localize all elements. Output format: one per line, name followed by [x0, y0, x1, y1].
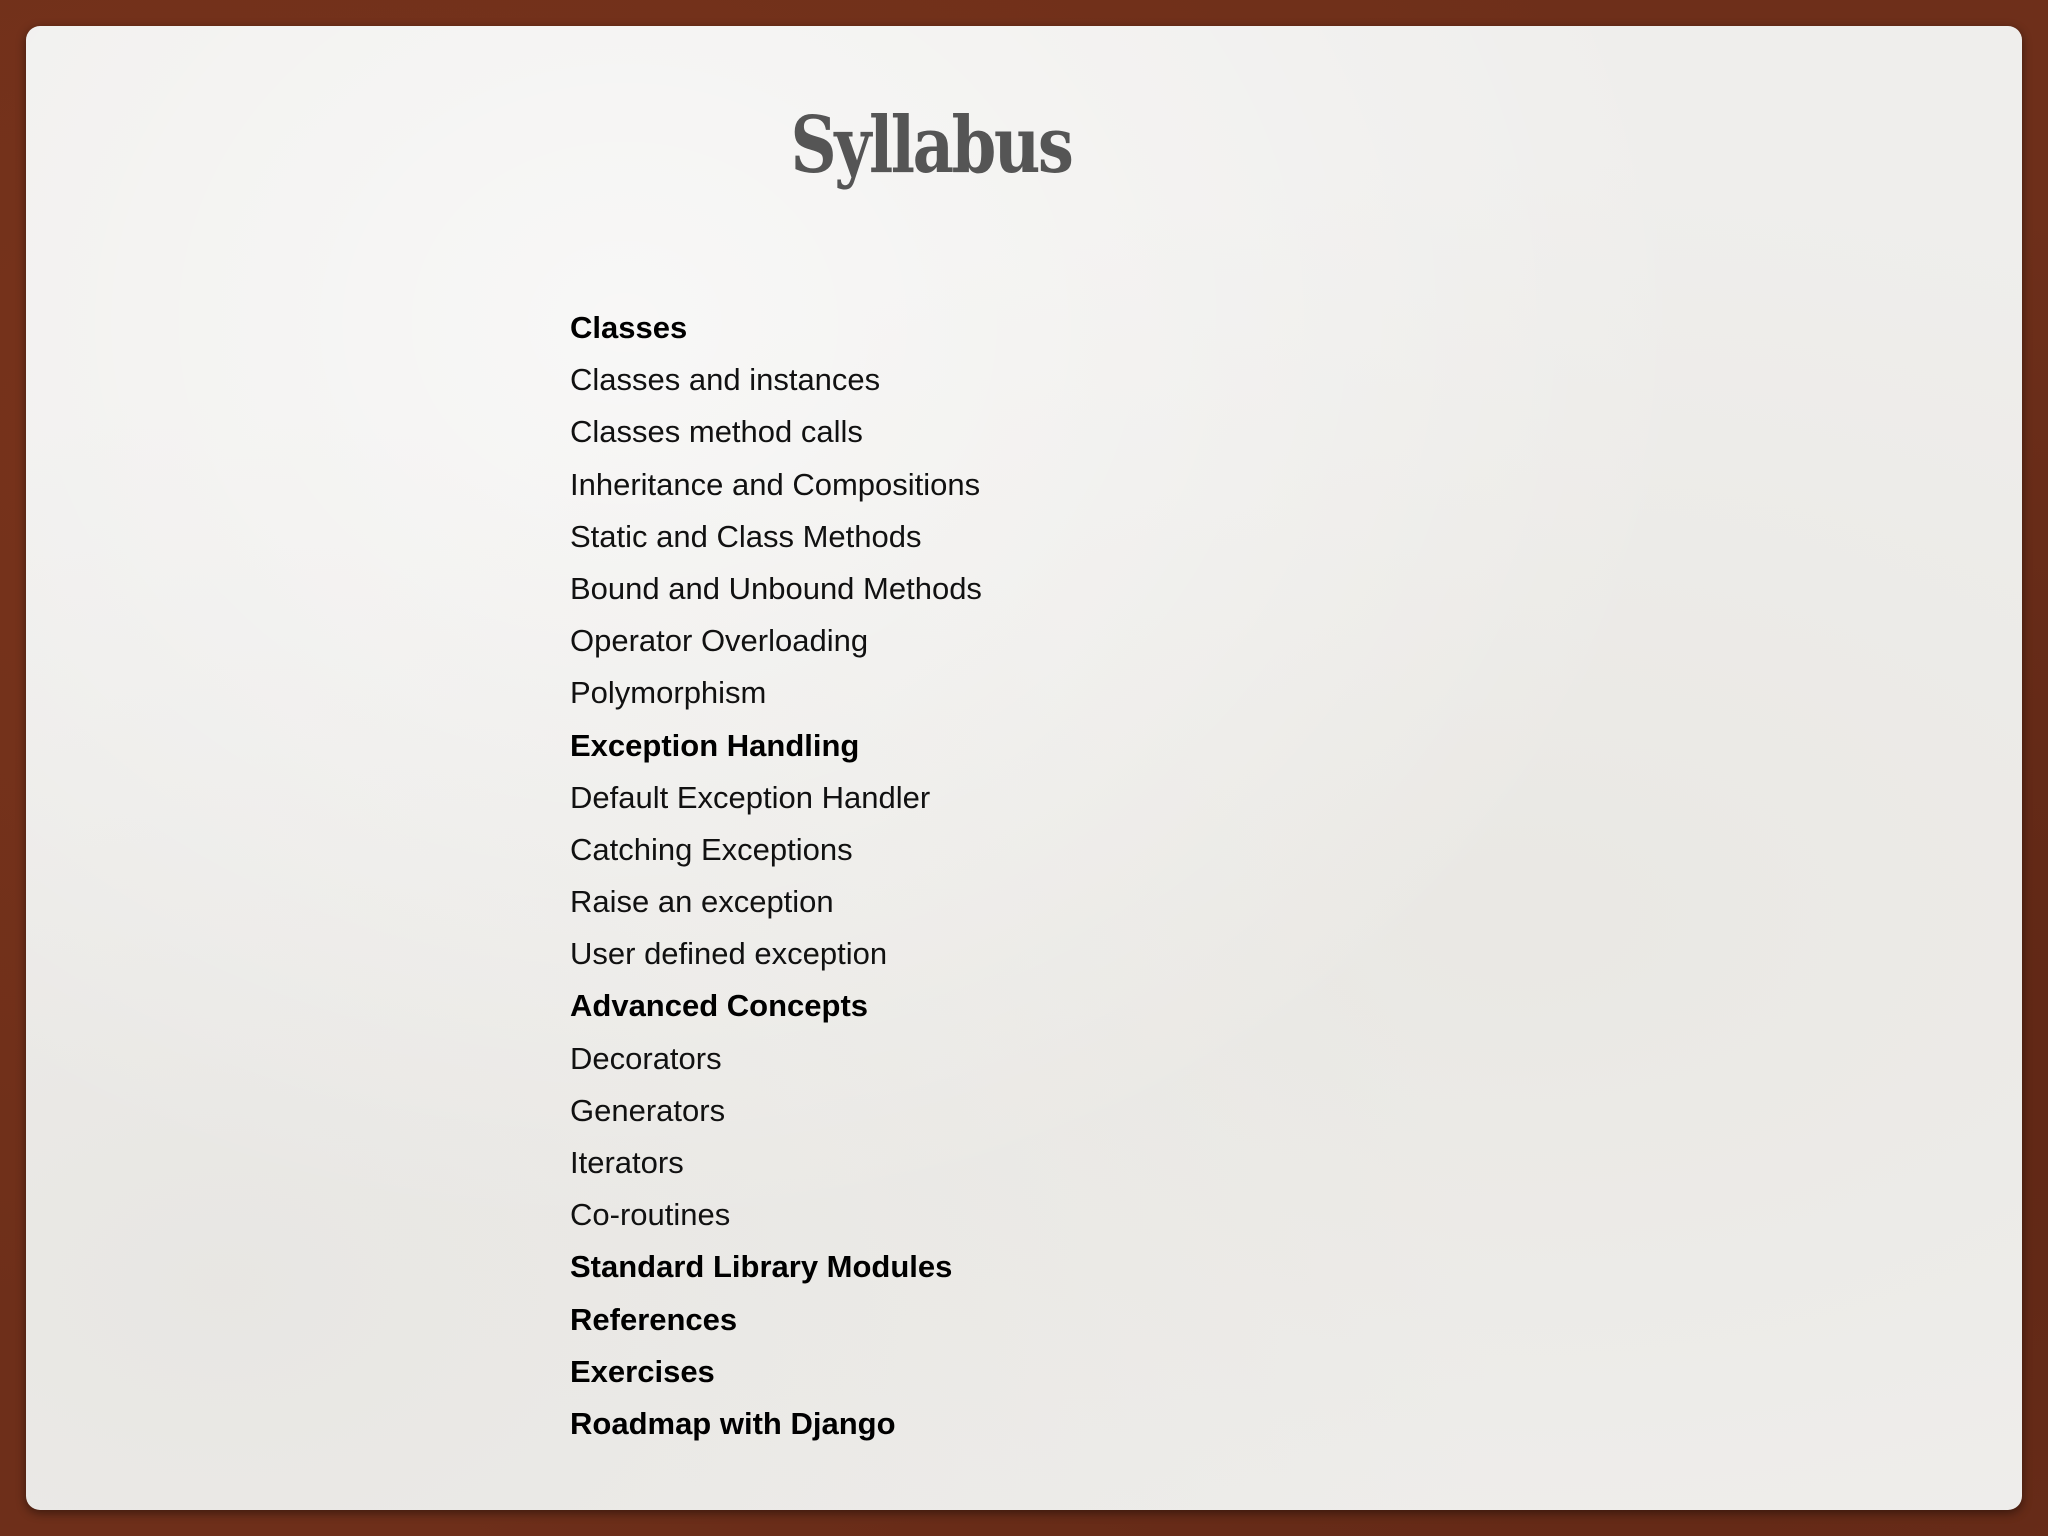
outline-item: Operator Overloading	[570, 623, 869, 659]
outline-heading: Exercises	[570, 1353, 715, 1389]
outline-item: Classes method calls	[570, 414, 863, 450]
outline-item: Raise an exception	[570, 884, 834, 920]
outline-item: Default Exception Handler	[570, 779, 931, 815]
outline-heading: Standard Library Modules	[570, 1249, 953, 1285]
outline-heading: Classes	[570, 310, 688, 345]
outline-item: Classes and instances	[570, 362, 881, 398]
outline-item: Iterators	[570, 1145, 684, 1180]
outline-item: Generators	[570, 1092, 726, 1128]
outline-heading: Roadmap with Django	[570, 1405, 896, 1441]
syllabus-outline	[570, 302, 982, 1450]
outline-heading: References	[570, 1301, 738, 1337]
outline-item: Inheritance and Compositions	[570, 466, 981, 502]
outline-item: Catching Exceptions	[570, 831, 853, 867]
outline-item: User defined exception	[570, 936, 888, 972]
outline-item: Decorators	[570, 1040, 722, 1076]
outline-heading: Exception Handling	[570, 727, 860, 763]
slide-title: Syllabus	[790, 100, 1072, 191]
outline-item: Static and Class Methods	[570, 518, 922, 554]
outline-item: Co-routines	[570, 1197, 731, 1233]
slide	[26, 26, 2022, 1510]
outline-item: Bound and Unbound Methods	[570, 570, 982, 606]
outline-heading: Advanced Concepts	[570, 988, 869, 1024]
outline-item: Polymorphism	[570, 675, 767, 711]
